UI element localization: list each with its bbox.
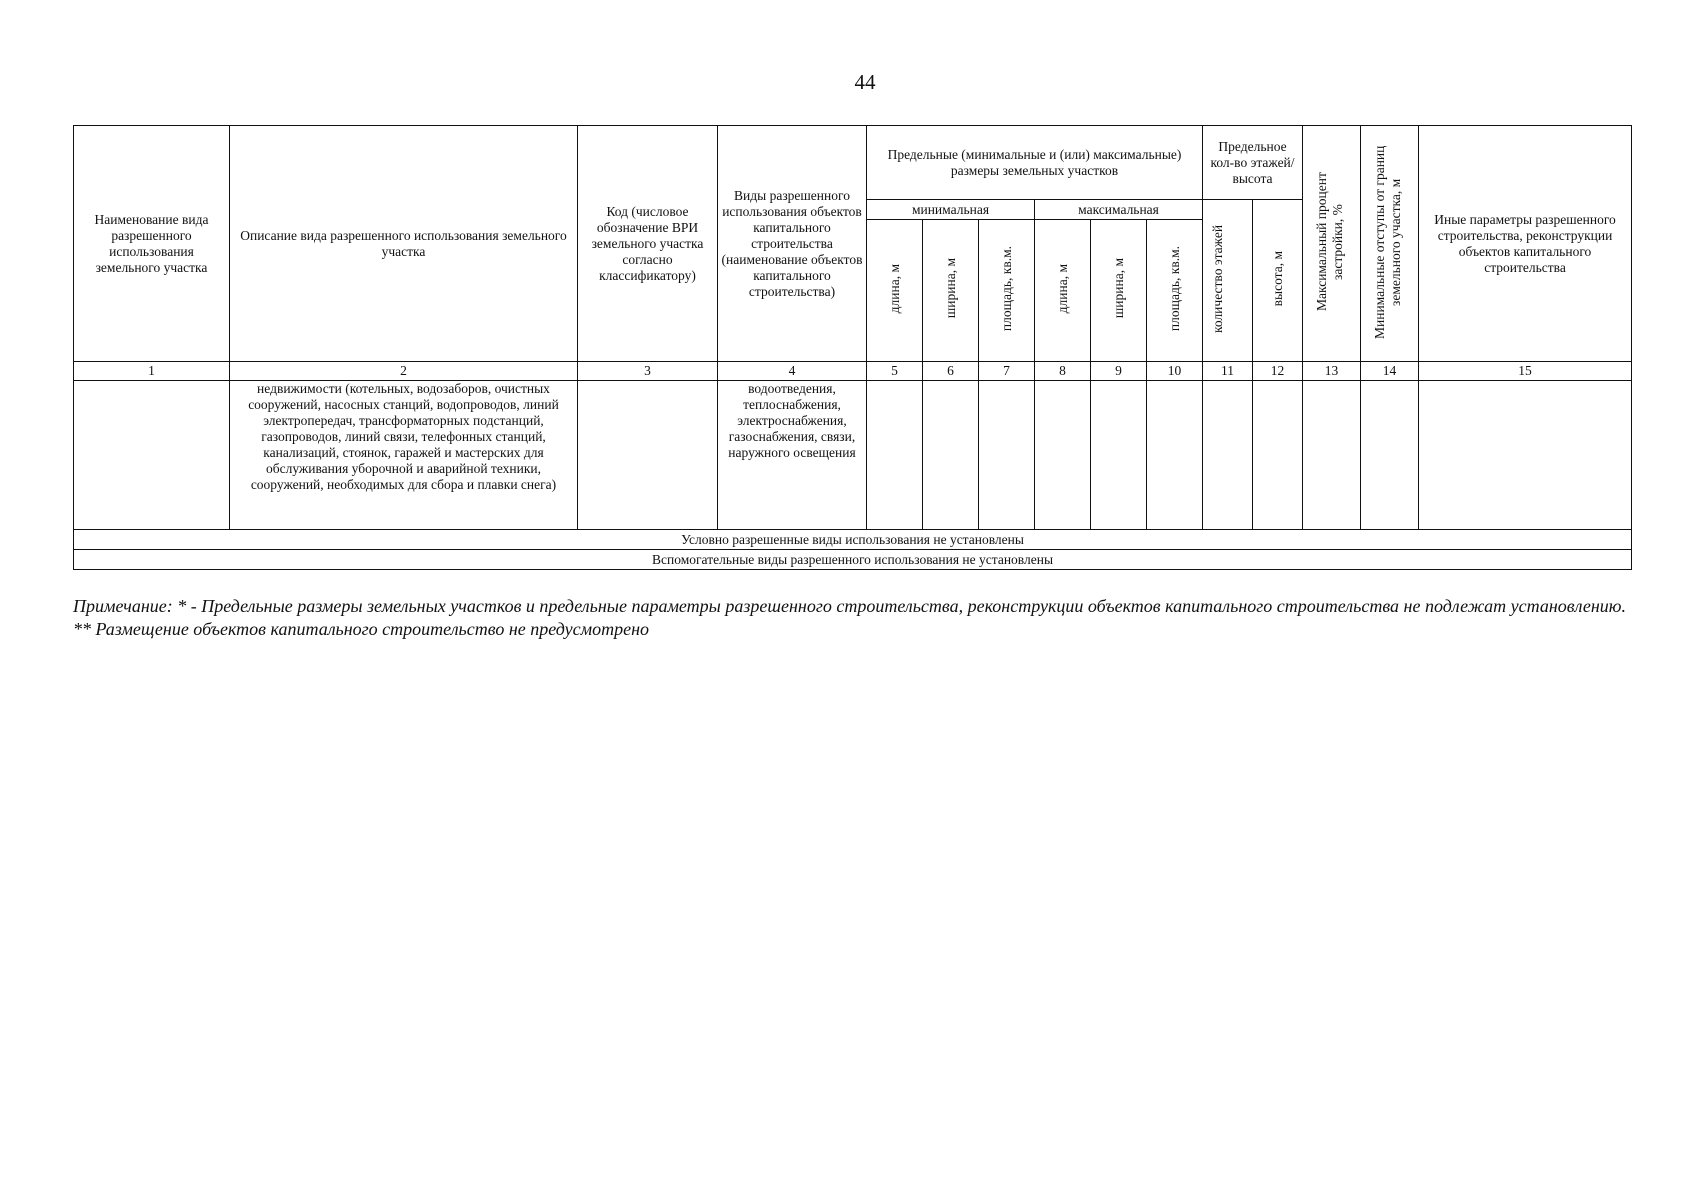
header-col12-text: высота, м: [1269, 250, 1285, 307]
header-col14-text: Минимальные отступы от границ земельного участка, м: [1371, 144, 1403, 339]
header-col8-text: длина, м: [1054, 263, 1070, 314]
row-code: [578, 381, 718, 530]
row-col8: [1035, 381, 1091, 530]
col-number: 5: [867, 362, 923, 381]
conditional-uses-row: Условно разрешенные виды использования не установлены: [74, 530, 1632, 550]
header-col3: Код (числовое обозначение ВРИ земельного участка согласно классификатору): [578, 126, 718, 362]
header-col11: [1203, 200, 1253, 362]
header-col5: [867, 220, 923, 362]
page-number: 44: [854, 70, 876, 94]
row-description: недвижимости (котельных, водозаборов, очистных сооружений, насосных станций, водопроводов, линий электропередач, трансформаторных подстанций, газопроводов, линий связи, телефонных станций, канализаций, стоянок, гаражей и мастерских для обслуживания уборочной и аварийной техники, сооружений, необходимых для сбора и плавки снега): [230, 381, 578, 530]
col-number: 3: [578, 362, 718, 381]
header-col8: [1035, 220, 1091, 362]
col-number: 1: [74, 362, 230, 381]
col-number: 6: [923, 362, 979, 381]
row-col14: [1361, 381, 1419, 530]
header-size-group: Предельные (минимальные и (или) максимальные) размеры земельных участков: [867, 126, 1203, 200]
col-number: 8: [1035, 362, 1091, 381]
row-building-types: водоотведения, теплоснабжения, электроснабжения, газоснабжения, связи, наружного освещения: [718, 381, 867, 530]
col-number: 4: [718, 362, 867, 381]
header-col6: [923, 220, 979, 362]
zoning-table: [73, 125, 1632, 570]
row-col13: [1303, 381, 1361, 530]
col-number: 11: [1203, 362, 1253, 381]
col-number: 14: [1361, 362, 1419, 381]
auxiliary-uses-row: Вспомогательные виды разрешенного использования не установлены: [74, 550, 1632, 570]
footnote-line2: ** Размещение объектов капитального строительство не предусмотрено: [73, 619, 650, 639]
footnote: [73, 595, 1633, 641]
col-number: 15: [1419, 362, 1632, 381]
row-col5: [867, 381, 923, 530]
row-col1: [74, 381, 230, 530]
header-col10: [1147, 220, 1203, 362]
header-col10-text: площадь, кв.м.: [1166, 245, 1182, 332]
header-min: минимальная: [867, 200, 1035, 220]
col-number: 7: [979, 362, 1035, 381]
header-col12: [1253, 200, 1303, 362]
col-number: 2: [230, 362, 578, 381]
header-floors-group: Предельное кол-во этажей/ высота: [1203, 126, 1303, 200]
header-col15: Иные параметры разрешенного строительства, реконструкции объектов капитального строительства: [1419, 126, 1632, 362]
header-col2: Описание вида разрешенного использования земельного участка: [230, 126, 578, 362]
row-col6: [923, 381, 979, 530]
col-number: 10: [1147, 362, 1203, 381]
header-max: максимальная: [1035, 200, 1203, 220]
row-col10: [1147, 381, 1203, 530]
header-col4: Виды разрешенного использования объектов капитального строительства (наименование объектов капитального строительства): [718, 126, 867, 362]
header-col5-text: длина, м: [886, 263, 902, 314]
col-number: 12: [1253, 362, 1303, 381]
header-col13: [1303, 126, 1361, 362]
header-col13-text: Максимальный процент застройки, %: [1313, 172, 1345, 311]
footnote-line1: Примечание: * - Предельные размеры земельных участков и предельные параметры разрешенного строительства, реконструкции объектов капитального строительства не подлежат установлению.: [73, 596, 1627, 616]
header-col14: [1361, 126, 1419, 362]
header-col1: Наименование вида разрешенного использования земельного участка: [74, 126, 230, 362]
col-number: 9: [1091, 362, 1147, 381]
header-col11-text: количество этажей: [1209, 224, 1225, 333]
row-col11: [1203, 381, 1253, 530]
header-col9: [1091, 220, 1147, 362]
header-col7: [979, 220, 1035, 362]
table-row: [74, 381, 1632, 530]
header-col6-text: ширина, м: [942, 258, 958, 319]
row-col12: [1253, 381, 1303, 530]
row-col15: [1419, 381, 1632, 530]
row-col9: [1091, 381, 1147, 530]
row-col7: [979, 381, 1035, 530]
col-number: 13: [1303, 362, 1361, 381]
header-col7-text: площадь, кв.м.: [998, 245, 1014, 332]
header-col9-text: ширина, м: [1110, 258, 1126, 319]
